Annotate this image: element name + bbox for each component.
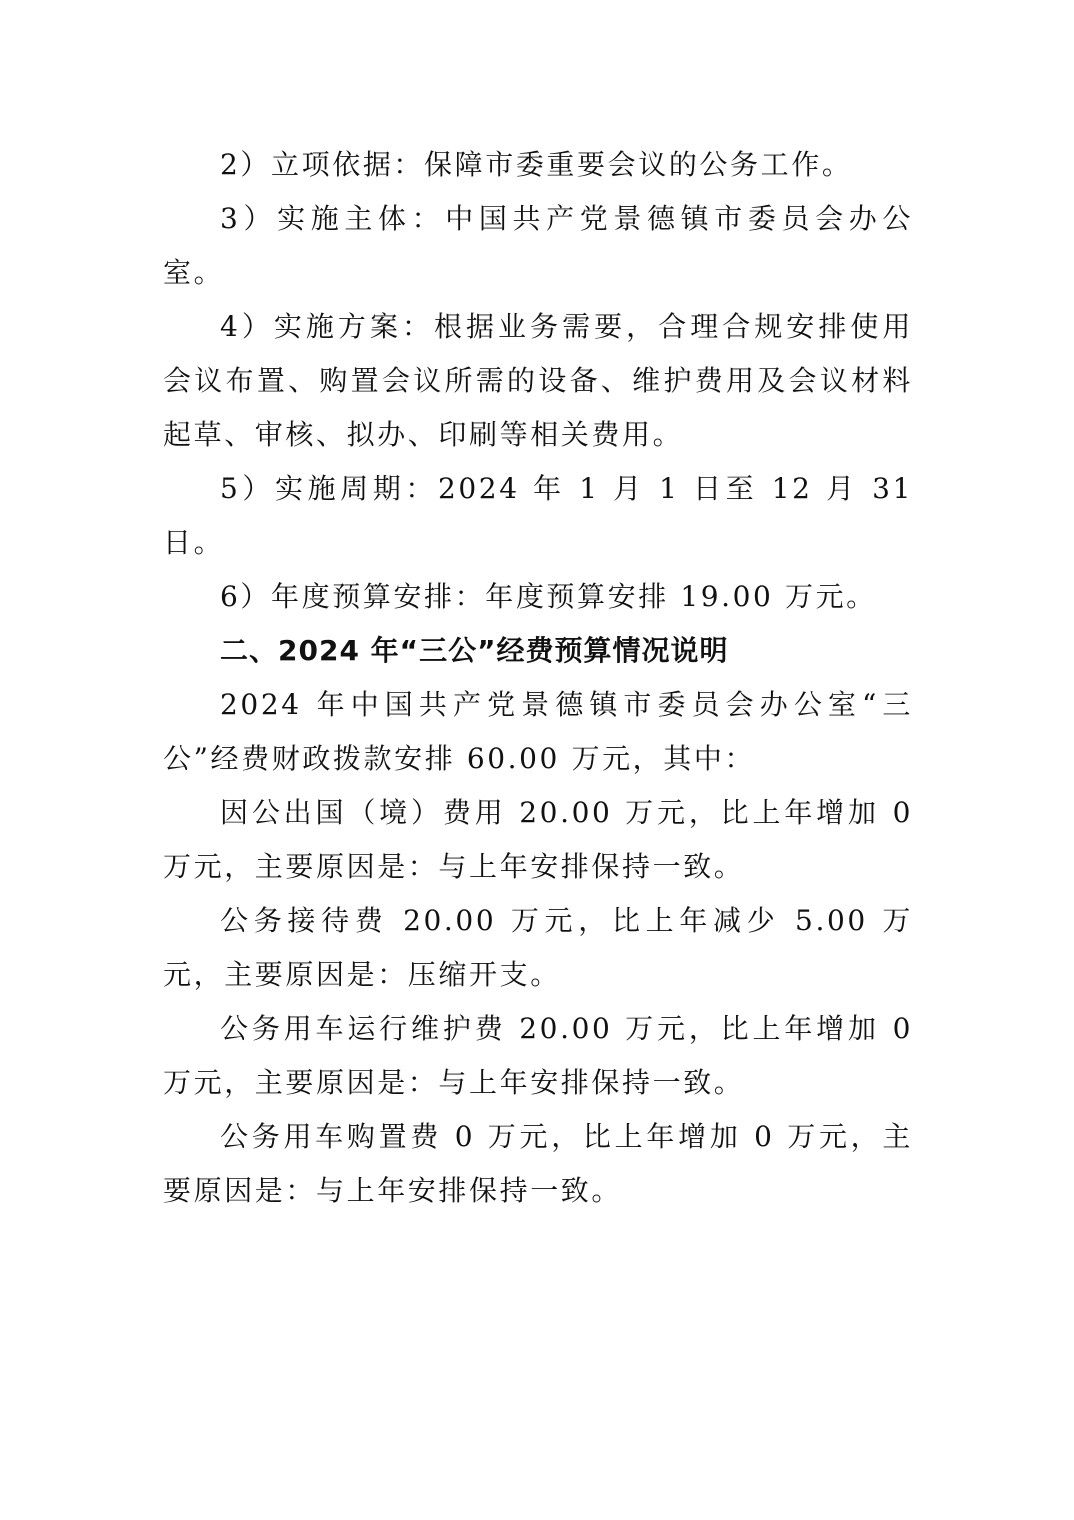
paragraph-project-basis: 2）立项依据：保障市委重要会议的公务工作。 (220, 148, 853, 181)
document-body (163, 138, 913, 1218)
paragraph-implementation-period: 5）实施周期：2024 年 1 月 1 日至 12 月 31 日。 (163, 472, 913, 559)
section-heading: 二、2024 年“三公”经费预算情况说明 (220, 634, 729, 667)
paragraph-implementing-body: 3）实施主体：中国共产党景德镇市委员会办公室。 (163, 202, 913, 289)
paragraph-vehicle-purchase: 公务用车购置费 0 万元，比上年增加 0 万元，主要原因是：与上年安排保持一致。 (163, 1120, 913, 1207)
paragraph-implementation-plan: 4）实施方案：根据业务需要，合理合规安排使用会议布置、购置会议所需的设备、维护费用及会议材料起草、审核、拟办、印刷等相关费用。 (163, 310, 913, 451)
paragraph-vehicle-maintenance: 公务用车运行维护费 20.00 万元，比上年增加 0 万元，主要原因是：与上年安排保持一致。 (163, 1012, 913, 1099)
paragraph-three-public-total: 2024 年中国共产党景德镇市委员会办公室“三公”经费财政拨款安排 60.00 万元，其中： (163, 688, 913, 775)
paragraph-official-reception: 公务接待费 20.00 万元，比上年减少 5.00 万元，主要原因是：压缩开支。 (163, 904, 913, 991)
paragraph-overseas-travel: 因公出国（境）费用 20.00 万元，比上年增加 0 万元，主要原因是：与上年安排保持一致。 (163, 796, 913, 883)
paragraph-annual-budget: 6）年度预算安排：年度预算安排 19.00 万元。 (220, 580, 877, 613)
